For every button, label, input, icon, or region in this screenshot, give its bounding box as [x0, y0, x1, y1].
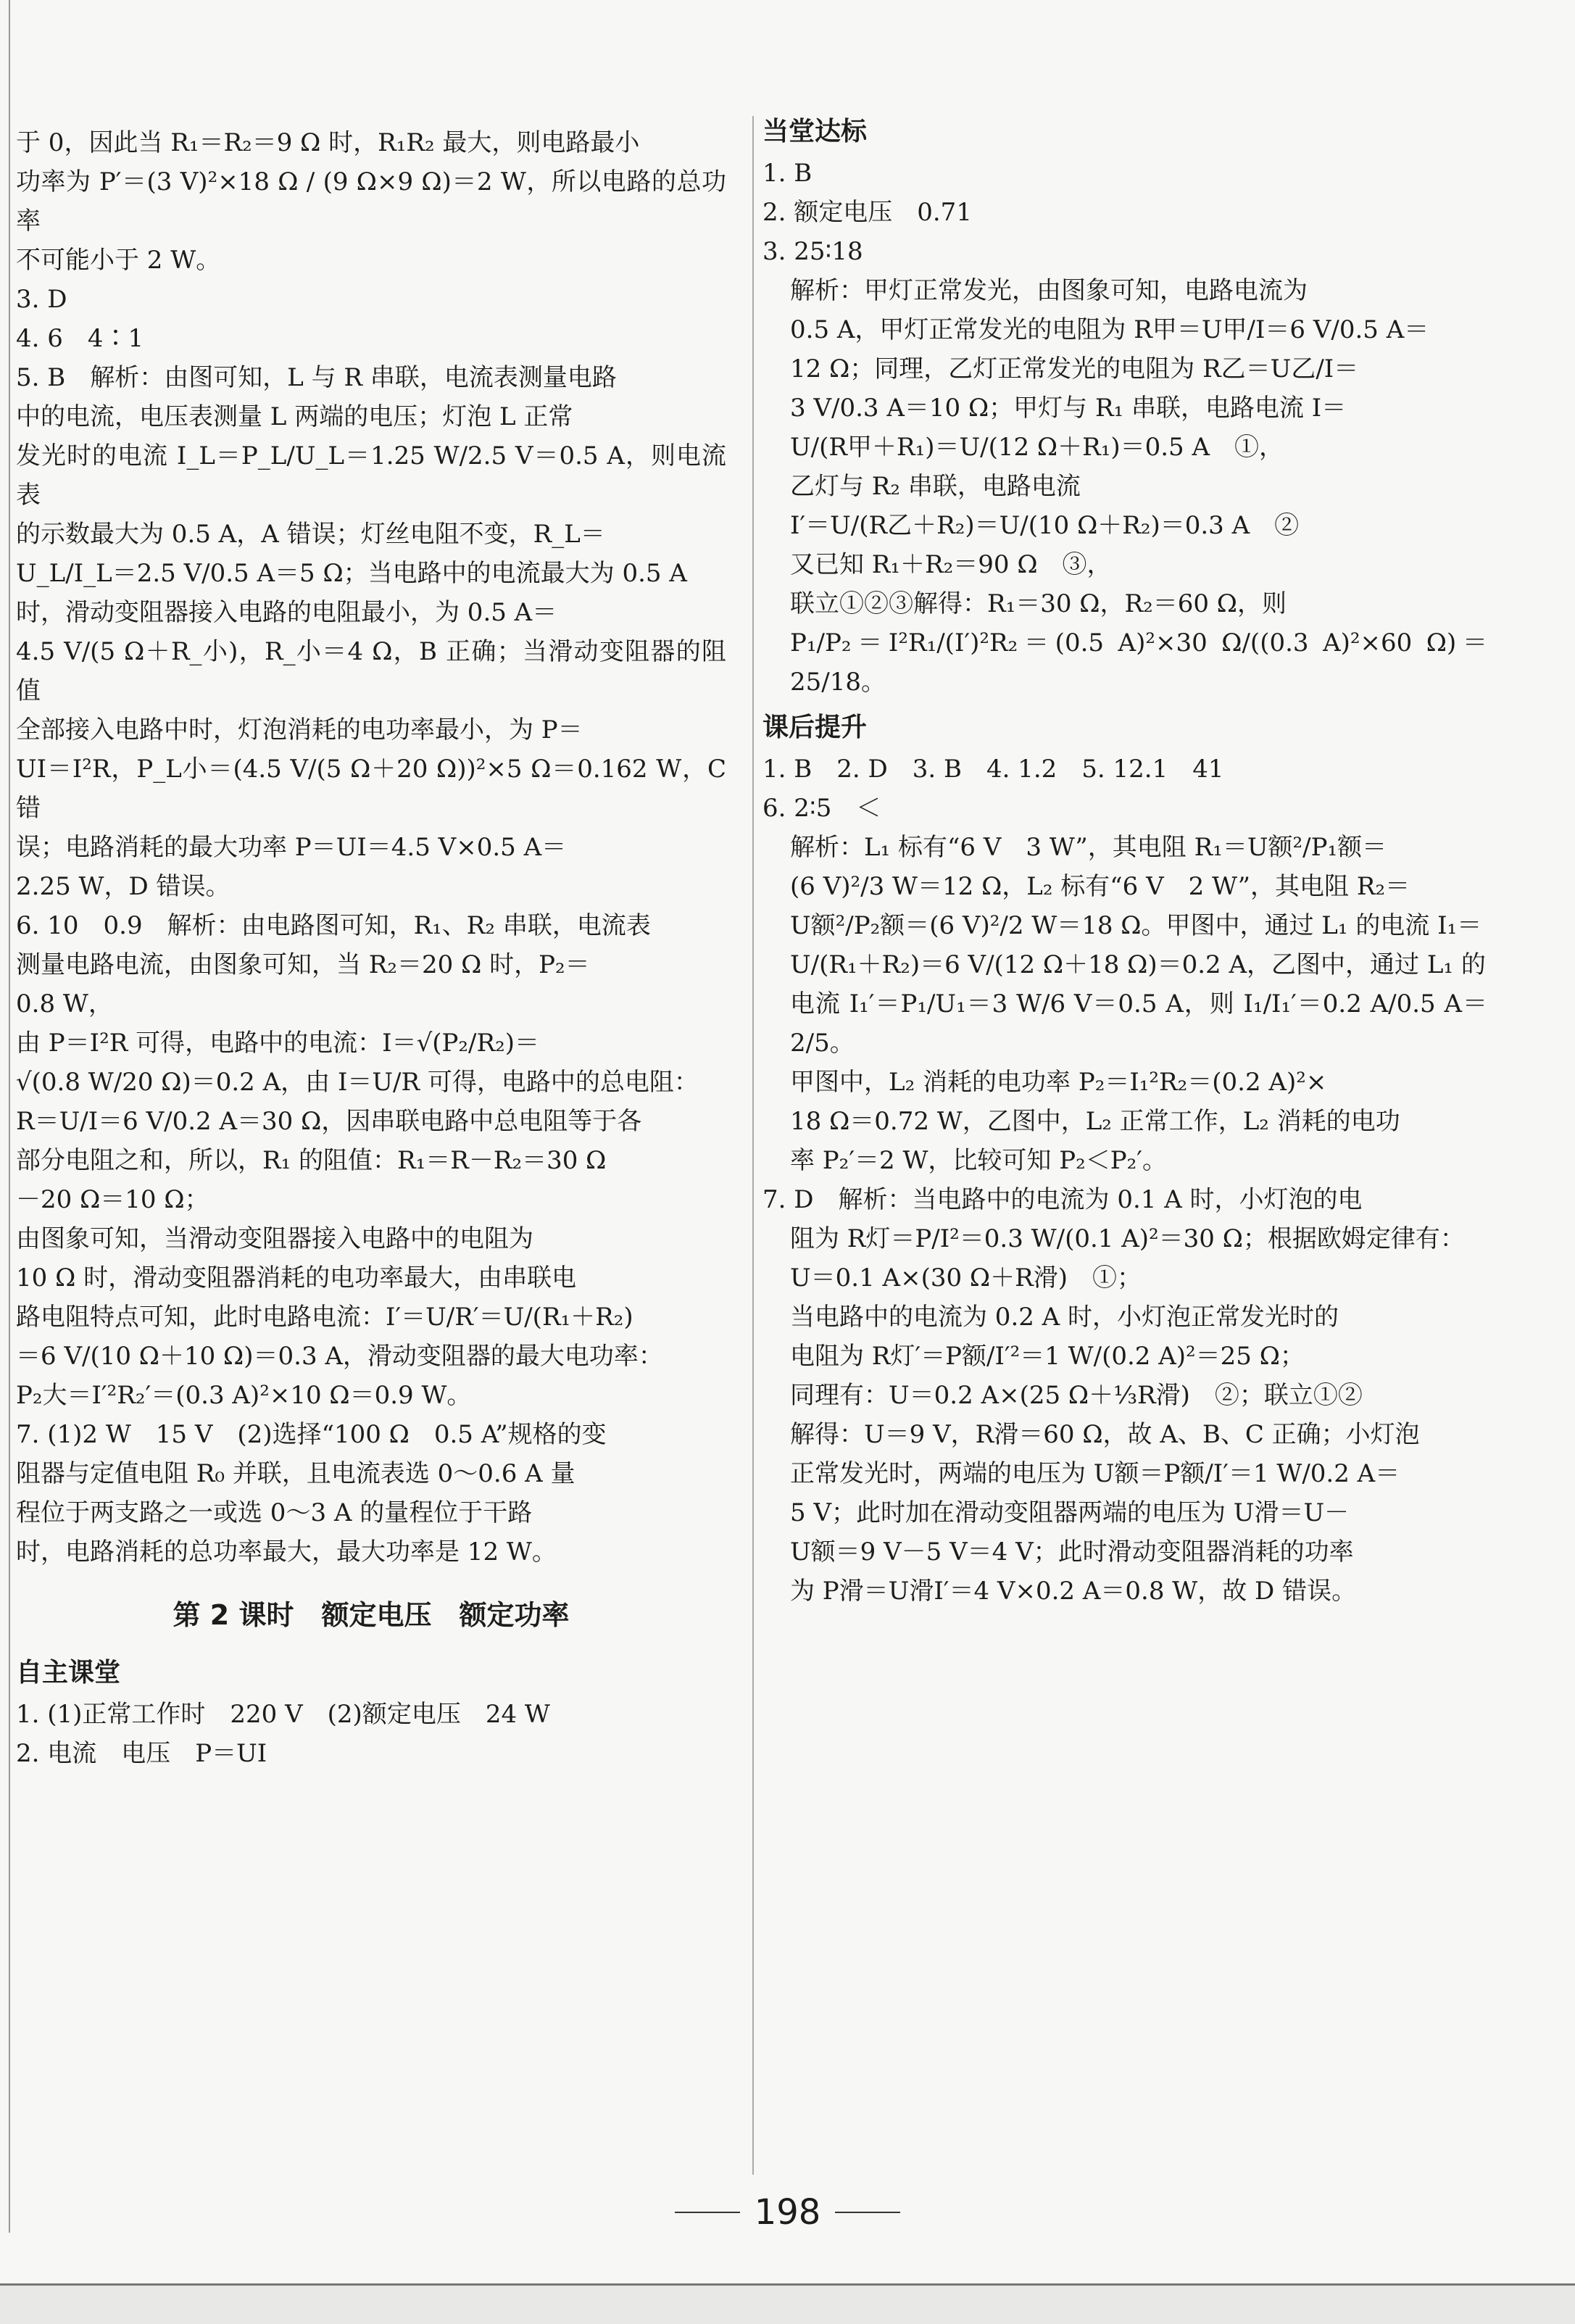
text-line: 路电阻特点可知，此时电路电流：I′＝U/R′＝U/(R₁＋R₂) [16, 1303, 633, 1332]
section-heading-dangtang: 当堂达标 [762, 117, 868, 146]
text-line: 阻为 R灯＝P/I²＝0.3 W/(0.1 A)²＝30 Ω；根据欧姆定律有： [790, 1224, 1465, 1253]
text-line: 电流 I₁′＝P₁/U₁＝3 W/6 V＝0.5 A，则 I₁/I₁′＝0.2 A/0.5 A＝2/5。 [790, 989, 1487, 1058]
footer-rule-left [675, 2212, 740, 2213]
text-line: 4.5 V/(5 Ω＋R_小)，R_小＝4 Ω，B 正确；当滑动变阻器的阻值 [16, 637, 726, 705]
text-line: 解析：甲灯正常发光，由图象可知，电路电流为 [790, 276, 1308, 305]
text-line: 18 Ω＝0.72 W，乙图中，L₂ 正常工作，L₂ 消耗的电功 [790, 1107, 1400, 1136]
text-line: －20 Ω＝10 Ω； [16, 1185, 209, 1214]
right-column [762, 117, 1487, 1611]
text-line: 的示数最大为 0.5 A，A 错误；灯丝电阻不变，R_L＝ [16, 520, 605, 549]
text-line: U/(R甲＋R₁)＝U/(12 Ω＋R₁)＝0.5 A ①， [790, 433, 1284, 462]
text-line: 5 V；此时加在滑动变阻器两端的电压为 U滑＝U－ [790, 1498, 1350, 1527]
text-line: 解得：U＝9 V，R滑＝60 Ω，故 A、B、C 正确；小灯泡 [790, 1420, 1420, 1449]
text-line: R＝U/I＝6 V/0.2 A＝30 Ω，因串联电路中总电阻等于各 [16, 1107, 642, 1136]
text-line: U额²/P₂额＝(6 V)²/2 W＝18 Ω。甲图中，通过 L₁ 的电流 I₁＝ [790, 911, 1482, 940]
text-line: P₂大＝I′²R₂′＝(0.3 A)²×10 Ω＝0.9 W。 [16, 1381, 472, 1410]
text-line: 7. (1)2 W 15 V (2)选择“100 Ω 0.5 A”规格的变 [16, 1420, 607, 1449]
text-line: 全部接入电路中时，灯泡消耗的电功率最小，为 P＝ [16, 715, 583, 744]
page-footer [0, 2183, 1575, 2241]
text-line: 2. 电流 电压 P＝UI [16, 1739, 267, 1768]
text-line: U_L/I_L＝2.5 V/0.5 A＝5 Ω；当电路中的电流最大为 0.5 A [16, 559, 687, 588]
footer-rule-right [835, 2212, 900, 2213]
text-line: 乙灯与 R₂ 串联，电路电流 [790, 472, 1081, 501]
kh7-answer [762, 1180, 1487, 1611]
text-line: 2.25 W，D 错误。 [16, 872, 230, 901]
text-line: 不可能小于 2 W。 [16, 246, 221, 275]
answer-continuation [16, 123, 726, 280]
text-line: 7. D 解析：当电路中的电流为 0.1 A 时，小灯泡的电 [762, 1185, 1363, 1214]
kh6-explanation [762, 828, 1487, 1180]
text-line: 6. 2∶5 ＜ [762, 794, 881, 823]
text-line: 10 Ω 时，滑动变阻器消耗的电功率最大，由串联电 [16, 1263, 577, 1292]
text-line: 当电路中的电流为 0.2 A 时，小灯泡正常发光时的 [790, 1303, 1339, 1332]
text-line: 2. 额定电压 0.71 [762, 198, 972, 227]
text-line: 于 0，因此当 R₁＝R₂＝9 Ω 时，R₁R₂ 最大，则电路最小 [16, 128, 640, 157]
text-line: 甲图中，L₂ 消耗的电功率 P₂＝I₁²R₂＝(0.2 A)²× [790, 1068, 1327, 1097]
text-line: I′＝U/(R乙＋R₂)＝U/(10 Ω＋R₂)＝0.3 A ② [790, 511, 1300, 540]
text-line: 3. 25∶18 [762, 237, 863, 266]
text-line: 发光时的电流 I_L＝P_L/U_L＝1.25 W/2.5 V＝0.5 A，则电流表 [16, 441, 726, 510]
text-line: 功率为 P′＝(3 V)²×18 Ω / (9 Ω×9 Ω)＝2 W，所以电路的总功率 [16, 167, 726, 236]
text-line: √(0.8 W/20 Ω)＝0.2 A，由 I＝U/R 可得，电路中的总电阻： [16, 1068, 699, 1097]
dt3-explanation [762, 271, 1487, 702]
text-line: U＝0.1 A×(30 Ω＋R滑) ①； [790, 1263, 1142, 1292]
section-heading-kehou: 课后提升 [762, 713, 868, 742]
text-line: 1. B 2. D 3. B 4. 1.2 5. 12.1 41 [762, 755, 1224, 784]
text-line: 6. 10 0.9 解析：由电路图可知，R₁、R₂ 串联，电流表 [16, 911, 651, 940]
text-line: 5. B 解析：由图可知，L 与 R 串联，电流表测量电路 [16, 363, 617, 392]
page-number: 198 [754, 2192, 821, 2233]
text-line: 0.8 W， [16, 989, 113, 1018]
text-line: 3 V/0.3 A＝10 Ω；甲灯与 R₁ 串联，电路电流 I＝ [790, 394, 1347, 423]
text-line: 中的电流，电压表测量 L 两端的电压；灯泡 L 正常 [16, 402, 573, 431]
section-heading-zizhu: 自主课堂 [16, 1658, 121, 1688]
text-line: 电阻为 R灯′＝P额/I′²＝1 W/(0.2 A)²＝25 Ω； [790, 1342, 1305, 1371]
text-line: 1. B [762, 159, 813, 188]
left-column [16, 123, 734, 1773]
text-line: 测量电路电流，由图象可知，当 R₂＝20 Ω 时，P₂＝ [16, 950, 590, 979]
scan-bottom-edge [0, 2283, 1575, 2324]
text-line: 误；电路消耗的最大功率 P＝UI＝4.5 V×0.5 A＝ [16, 833, 567, 862]
text-line: 1. (1)正常工作时 220 V (2)额定电压 24 W [16, 1700, 550, 1729]
text-line: 12 Ω；同理，乙灯正常发光的电阻为 R乙＝U乙/I＝ [790, 354, 1359, 383]
text-line: 由 P＝I²R 可得，电路中的电流：I＝√(P₂/R₂)＝ [16, 1029, 539, 1058]
text-line: 正常发光时，两端的电压为 U额＝P额/I′＝1 W/0.2 A＝ [790, 1459, 1400, 1488]
column-divider [752, 116, 754, 2175]
answer-7 [16, 1415, 726, 1572]
text-line: U额＝9 V－5 V＝4 V；此时滑动变阻器消耗的功率 [790, 1537, 1354, 1566]
text-line: 为 P滑＝U滑I′＝4 V×0.2 A＝0.8 W，故 D 错误。 [790, 1577, 1357, 1606]
text-line: 联立①②③解得：R₁＝30 Ω，R₂＝60 Ω，则 [790, 589, 1287, 618]
answer-6 [16, 906, 726, 1415]
text-line: 由图象可知，当滑动变阻器接入电路中的电阻为 [16, 1224, 533, 1253]
text-line: U/(R₁＋R₂)＝6 V/(12 Ω＋18 Ω)＝0.2 A，乙图中，通过 L₁ 的 [790, 950, 1486, 979]
answer-5 [16, 358, 734, 906]
lesson-title: 第 2 课时 额定电压 额定功率 [173, 1599, 570, 1631]
text-line: (6 V)²/3 W＝12 Ω，L₂ 标有“6 V 2 W”，其电阻 R₂＝ [790, 872, 1410, 901]
answer-3: 3. D [16, 285, 67, 314]
text-line: 率 P₂′＝2 W，比较可知 P₂＜P₂′。 [790, 1146, 1167, 1175]
text-line: ＝6 V/(10 Ω＋10 Ω)＝0.3 A，滑动变阻器的最大电功率： [16, 1342, 663, 1371]
text-line: 部分电阻之和，所以，R₁ 的阻值：R₁＝R－R₂＝30 Ω [16, 1146, 607, 1175]
text-line: 时，电路消耗的总功率最大，最大功率是 12 W。 [16, 1537, 557, 1566]
text-line: P₁/P₂＝I²R₁/(I′)²R₂＝(0.5 A)²×30 Ω/((0.3 A)²×60 Ω)＝25/18。 [790, 628, 1487, 697]
text-line: UI＝I²R，P_L小＝(4.5 V/(5 Ω＋20 Ω))²×5 Ω＝0.162 W，C 错 [16, 755, 734, 823]
text-line: 解析：L₁ 标有“6 V 3 W”，其电阻 R₁＝U额²/P₁额＝ [790, 833, 1387, 862]
text-line: 同理有：U＝0.2 A×(25 Ω＋⅓R滑) ②；联立①② [790, 1381, 1363, 1410]
text-line: 程位于两支路之一或选 0～3 A 的量程位于干路 [16, 1498, 533, 1527]
text-line: 又已知 R₁＋R₂＝90 Ω ③， [790, 550, 1112, 579]
text-line: 0.5 A，甲灯正常发光的电阻为 R甲＝U甲/I＝6 V/0.5 A＝ [790, 315, 1429, 344]
answer-4: 4. 6 4∶1 [16, 324, 144, 353]
page-left-rule [9, 0, 10, 2233]
text-line: 时，滑动变阻器接入电路的电阻最小，为 0.5 A＝ [16, 598, 557, 627]
text-line: 阻器与定值电阻 R₀ 并联，且电流表选 0～0.6 A 量 [16, 1459, 575, 1488]
